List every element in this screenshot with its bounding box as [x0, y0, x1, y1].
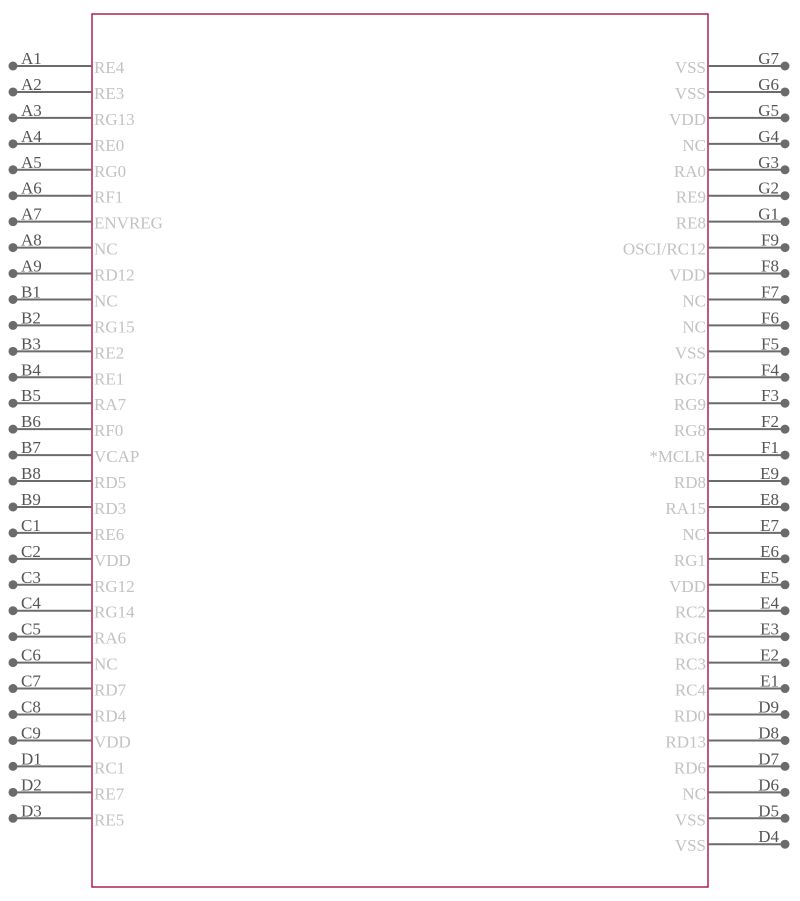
pin-signal-name: RD5 — [94, 473, 127, 493]
pin-terminal-dot — [9, 788, 18, 797]
pin-signal-name: RC3 — [674, 654, 706, 674]
pin-number: A9 — [21, 256, 42, 276]
pin-terminal-dot — [9, 606, 18, 615]
pin-signal-name: RC1 — [94, 758, 126, 778]
pin-signal-name: RD7 — [94, 680, 127, 700]
pin-terminal-dot — [9, 62, 18, 71]
pin-terminal-dot — [781, 269, 790, 278]
pin-terminal-dot — [781, 425, 790, 434]
pin-number: G2 — [758, 178, 779, 198]
pin-number: G3 — [758, 152, 779, 172]
pin-number: A8 — [21, 230, 42, 250]
pin-signal-name: RE2 — [94, 343, 125, 363]
pin-F1 — [649, 438, 789, 466]
pin-terminal-dot — [781, 373, 790, 382]
pin-number: D7 — [758, 749, 779, 769]
pin-number: B2 — [21, 308, 41, 328]
pin-terminal-dot — [781, 87, 790, 96]
pin-signal-name: RG8 — [673, 421, 706, 441]
pin-number: C7 — [21, 671, 41, 691]
pin-B8 — [9, 464, 127, 492]
pin-signal-name: RE0 — [94, 135, 125, 155]
pin-number: F5 — [761, 334, 779, 354]
pin-terminal-dot — [9, 658, 18, 667]
pin-F6 — [682, 308, 789, 336]
pin-F7 — [682, 282, 789, 310]
pin-signal-name: RD6 — [673, 758, 706, 778]
pin-number: F1 — [761, 438, 779, 458]
pin-terminal-dot — [781, 554, 790, 563]
pin-number: A7 — [21, 204, 42, 224]
pin-signal-name: RE7 — [94, 784, 125, 804]
pin-number: F3 — [761, 386, 779, 406]
pin-number: E7 — [760, 515, 779, 535]
pin-number: C8 — [21, 697, 41, 717]
pin-number: G1 — [758, 204, 779, 224]
pin-A7 — [9, 205, 163, 233]
pin-signal-name: NC — [94, 239, 118, 259]
pin-number: C9 — [21, 723, 41, 743]
pin-signal-name: NC — [682, 317, 706, 337]
pin-terminal-dot — [781, 840, 790, 849]
pin-terminal-dot — [781, 658, 790, 667]
pin-terminal-dot — [9, 684, 18, 693]
pin-number: G5 — [758, 100, 779, 120]
pin-signal-name: RA6 — [94, 628, 127, 648]
pin-signal-name: RE5 — [94, 810, 125, 830]
pin-signal-name: RD12 — [94, 265, 135, 285]
pin-signal-name: NC — [94, 654, 118, 674]
pin-number: B9 — [21, 489, 41, 509]
pin-terminal-dot — [781, 399, 790, 408]
pin-B4 — [9, 360, 125, 388]
pin-E8 — [665, 490, 789, 518]
pin-A1 — [9, 49, 125, 77]
pin-A9 — [9, 257, 135, 285]
pin-terminal-dot — [781, 321, 790, 330]
pin-D7 — [674, 749, 790, 777]
pin-B7 — [9, 438, 140, 466]
pin-signal-name: VSS — [674, 836, 706, 856]
pin-signal-name: RE9 — [675, 187, 706, 207]
pin-terminal-dot — [9, 762, 18, 771]
pin-E9 — [674, 464, 790, 492]
pin-signal-name: NC — [94, 291, 118, 311]
pin-signal-name: RE8 — [675, 213, 706, 233]
pin-terminal-dot — [781, 191, 790, 200]
pin-signal-name: NC — [682, 291, 706, 311]
pin-G6 — [675, 75, 790, 103]
pin-E5 — [669, 568, 789, 596]
pin-signal-name: OSCI/RC12 — [622, 239, 706, 259]
pin-terminal-dot — [781, 347, 790, 356]
pin-signal-name: RG1 — [673, 550, 706, 570]
pin-number: A3 — [21, 100, 42, 120]
pin-signal-name: RD13 — [665, 732, 706, 752]
pin-B9 — [9, 490, 127, 518]
pin-E2 — [675, 646, 790, 674]
pin-number: A1 — [21, 49, 42, 68]
pin-F8 — [669, 257, 789, 285]
pin-signal-name: RG13 — [94, 109, 135, 129]
pin-signal-name: RE6 — [94, 524, 125, 544]
pin-number: B1 — [21, 282, 41, 302]
pin-terminal-dot — [9, 736, 18, 745]
pin-terminal-dot — [9, 373, 18, 382]
pin-A6 — [9, 179, 124, 207]
pin-terminal-dot — [781, 580, 790, 589]
pin-terminal-dot — [781, 606, 790, 615]
pin-signal-name: RE1 — [94, 369, 125, 389]
pin-number: B7 — [21, 438, 41, 458]
pin-number: A2 — [21, 74, 42, 94]
pin-terminal-dot — [9, 580, 18, 589]
pin-number: E1 — [760, 671, 779, 691]
pin-terminal-dot — [9, 425, 18, 434]
pin-signal-name: RG9 — [673, 395, 706, 415]
pin-signal-name: RD0 — [673, 706, 706, 726]
pin-G5 — [669, 101, 789, 129]
pin-D4 — [675, 827, 790, 855]
pin-terminal-dot — [9, 165, 18, 174]
pin-C2 — [9, 542, 131, 570]
pin-C7 — [9, 672, 127, 700]
pin-number: D4 — [758, 827, 779, 847]
pin-terminal-dot — [9, 217, 18, 226]
pin-number: E8 — [760, 489, 779, 509]
pin-F5 — [675, 334, 790, 362]
pin-number: C6 — [21, 645, 41, 665]
pin-number: D9 — [758, 697, 779, 717]
pin-A5 — [9, 153, 127, 181]
pin-signal-name: VDD — [669, 109, 706, 129]
pin-number: F9 — [761, 230, 779, 250]
pin-terminal-dot — [781, 814, 790, 823]
pin-E1 — [675, 672, 790, 700]
pin-number: D5 — [758, 801, 779, 821]
right-pin-group — [623, 49, 790, 855]
pin-terminal-dot — [9, 347, 18, 356]
pin-terminal-dot — [781, 788, 790, 797]
pin-terminal-dot — [9, 451, 18, 460]
pin-terminal-dot — [781, 243, 790, 252]
pin-signal-name: NC — [682, 524, 706, 544]
pin-G2 — [676, 179, 790, 207]
pin-terminal-dot — [9, 528, 18, 537]
pin-signal-name: RF1 — [94, 187, 124, 207]
pin-number: A4 — [21, 126, 42, 146]
pin-number: B3 — [21, 334, 41, 354]
pin-terminal-dot — [781, 528, 790, 537]
pin-signal-name: RE3 — [94, 83, 125, 103]
pin-terminal-dot — [9, 710, 18, 719]
pin-F3 — [674, 386, 790, 414]
pin-terminal-dot — [9, 269, 18, 278]
pin-terminal-dot — [781, 477, 790, 486]
pin-signal-name: VDD — [94, 550, 131, 570]
pin-F4 — [674, 360, 790, 388]
pin-number: B6 — [21, 412, 41, 432]
left-pin-group — [9, 49, 163, 829]
pin-number: G6 — [758, 74, 779, 94]
pin-B1 — [9, 282, 118, 310]
pin-C6 — [9, 646, 118, 674]
pin-number: A6 — [21, 178, 42, 198]
pin-signal-name: RG7 — [673, 369, 706, 389]
pin-number: E3 — [760, 619, 779, 639]
pin-E4 — [675, 594, 790, 622]
pin-G7 — [675, 49, 790, 77]
pin-terminal-dot — [781, 113, 790, 122]
pin-number: E5 — [760, 567, 779, 587]
pin-number: D8 — [758, 723, 779, 743]
pin-number: C4 — [21, 593, 41, 613]
pin-terminal-dot — [9, 295, 18, 304]
pin-F9 — [623, 231, 790, 259]
pin-terminal-dot — [781, 684, 790, 693]
pin-number: G7 — [758, 49, 779, 68]
pin-number: E6 — [760, 541, 779, 561]
pin-C5 — [9, 620, 127, 648]
pin-terminal-dot — [781, 632, 790, 641]
pin-terminal-dot — [781, 139, 790, 148]
pin-signal-name: ENVREG — [94, 213, 163, 233]
pin-B5 — [9, 386, 127, 414]
pin-B2 — [9, 308, 135, 336]
pin-C4 — [9, 594, 136, 622]
pin-C1 — [9, 516, 125, 544]
pin-terminal-dot — [781, 502, 790, 511]
pin-number: F6 — [761, 308, 779, 328]
pin-terminal-dot — [9, 87, 18, 96]
pin-C9 — [9, 723, 131, 751]
pin-signal-name: RA0 — [673, 161, 706, 181]
pin-number: C1 — [21, 515, 41, 535]
pin-number: F8 — [761, 256, 779, 276]
pin-terminal-dot — [9, 243, 18, 252]
pin-signal-name: RD3 — [94, 498, 127, 518]
pin-D8 — [665, 723, 789, 751]
pin-number: E9 — [760, 464, 779, 484]
pin-D3 — [9, 801, 125, 829]
pin-terminal-dot — [9, 502, 18, 511]
pin-signal-name: NC — [682, 135, 706, 155]
pin-terminal-dot — [781, 62, 790, 71]
pin-signal-name: RG12 — [94, 576, 135, 596]
pin-terminal-dot — [781, 736, 790, 745]
pin-terminal-dot — [9, 399, 18, 408]
component-body-outline — [92, 14, 708, 887]
pin-terminal-dot — [781, 165, 790, 174]
pin-number: B5 — [21, 386, 41, 406]
pin-number: F7 — [761, 282, 779, 302]
pin-number: D3 — [21, 801, 42, 821]
pin-D1 — [9, 749, 126, 777]
pin-number: C3 — [21, 567, 41, 587]
pin-signal-name: RG15 — [94, 317, 135, 337]
pin-number: B8 — [21, 464, 41, 484]
pin-terminal-dot — [781, 762, 790, 771]
pin-E3 — [674, 620, 790, 648]
pin-number: E4 — [760, 593, 779, 613]
pin-number: G4 — [758, 126, 779, 146]
pin-B3 — [9, 334, 125, 362]
pin-G3 — [674, 153, 790, 181]
pin-signal-name: RF0 — [94, 421, 124, 441]
pin-terminal-dot — [9, 814, 18, 823]
pin-A2 — [9, 75, 125, 103]
pin-terminal-dot — [9, 139, 18, 148]
pin-number: F2 — [761, 412, 779, 432]
pin-signal-name: VCAP — [94, 447, 140, 467]
pin-signal-name: VSS — [674, 810, 706, 830]
pin-number: D2 — [21, 775, 42, 795]
pin-F2 — [674, 412, 790, 440]
pin-signal-name: VSS — [674, 343, 706, 363]
pin-signal-name: RD8 — [673, 473, 706, 493]
pin-G1 — [676, 205, 790, 233]
pin-number: B4 — [21, 360, 41, 380]
pin-signal-name: VSS — [674, 83, 706, 103]
pin-C8 — [9, 698, 127, 726]
pin-A8 — [9, 231, 118, 259]
pin-terminal-dot — [9, 632, 18, 641]
pin-terminal-dot — [9, 191, 18, 200]
pin-signal-name: VDD — [94, 732, 131, 752]
pin-signal-name: RE4 — [94, 58, 125, 77]
pin-E7 — [682, 516, 789, 544]
pin-signal-name: RC4 — [674, 680, 706, 700]
pin-signal-name: VDD — [669, 265, 706, 285]
pin-number: D6 — [758, 775, 779, 795]
pin-signal-name: RA15 — [665, 498, 706, 518]
pin-signal-name: NC — [682, 784, 706, 804]
pin-D6 — [682, 775, 789, 803]
pin-G4 — [682, 127, 789, 155]
pin-signal-name: VDD — [669, 576, 706, 596]
pin-number: C5 — [21, 619, 41, 639]
pin-B6 — [9, 412, 124, 440]
pin-signal-name: RA7 — [94, 395, 127, 415]
pin-A3 — [9, 101, 135, 129]
pin-terminal-dot — [781, 295, 790, 304]
pin-signal-name: RG14 — [94, 602, 135, 622]
pin-signal-name: RG6 — [673, 628, 706, 648]
pin-terminal-dot — [9, 554, 18, 563]
pin-terminal-dot — [9, 477, 18, 486]
pin-signal-name: RC2 — [674, 602, 706, 622]
pin-signal-name: VSS — [674, 58, 706, 77]
pin-signal-name: *MCLR — [649, 447, 706, 467]
pin-E6 — [674, 542, 790, 570]
pin-D2 — [9, 775, 125, 803]
pin-D9 — [674, 698, 790, 726]
pin-signal-name: RD4 — [94, 706, 127, 726]
pin-number: D1 — [21, 749, 42, 769]
pin-number: A5 — [21, 152, 42, 172]
pin-D5 — [675, 801, 790, 829]
pin-terminal-dot — [781, 217, 790, 226]
pin-terminal-dot — [9, 113, 18, 122]
pin-A4 — [9, 127, 125, 155]
pin-terminal-dot — [9, 321, 18, 330]
pin-signal-name: RG0 — [94, 161, 127, 181]
pin-terminal-dot — [781, 451, 790, 460]
pin-number: E2 — [760, 645, 779, 665]
pin-terminal-dot — [781, 710, 790, 719]
pin-number: C2 — [21, 541, 41, 561]
pin-number: F4 — [761, 360, 779, 380]
pin-C3 — [9, 568, 135, 596]
